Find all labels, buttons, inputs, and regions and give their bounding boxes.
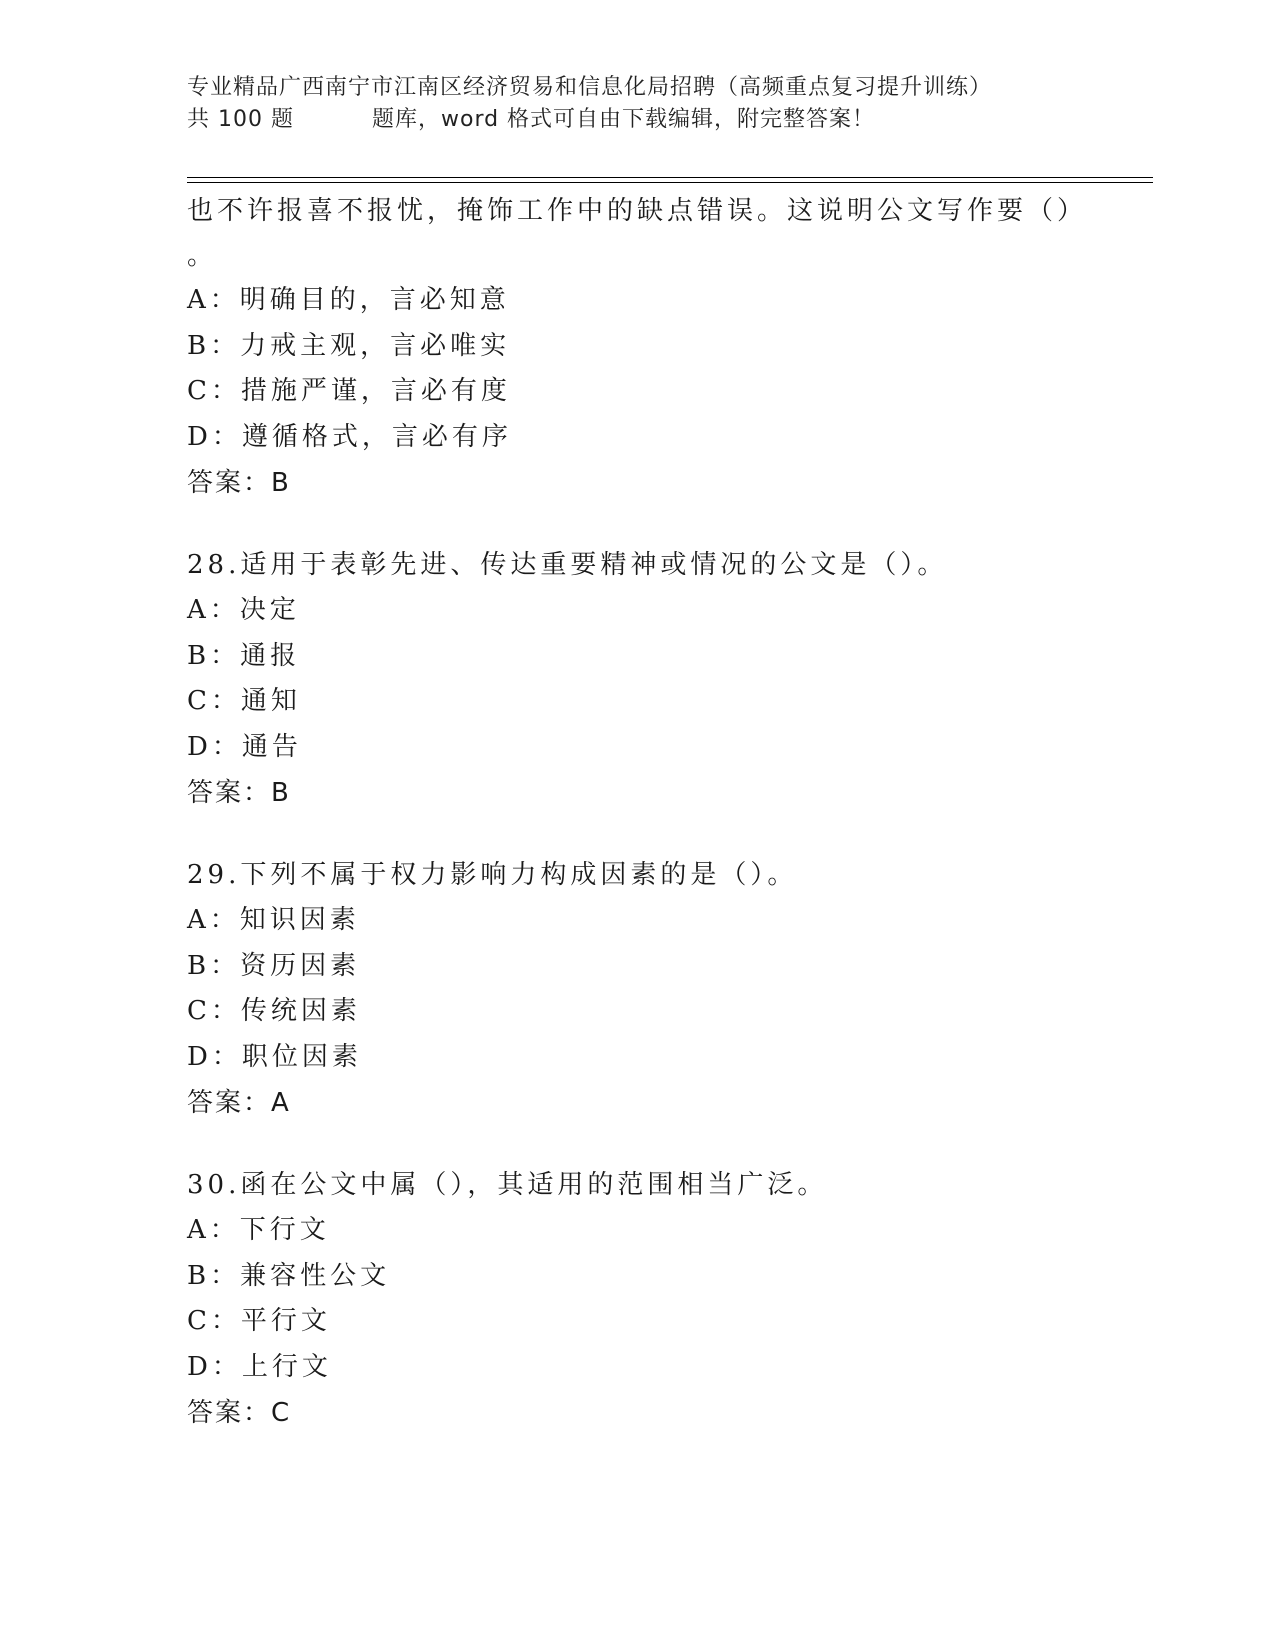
question-text: 28.适用于表彰先进、传达重要精神或情况的公文是（）。 (187, 550, 948, 580)
answer: 答案：C (187, 1398, 292, 1428)
question-count: 共 100 题 (187, 107, 294, 132)
question-27-continued (187, 188, 1147, 506)
option-d: D：遵循格式，言必有序 (187, 421, 512, 452)
question-list (187, 188, 1147, 1436)
option-b: B：力戒主观，言必唯实 (187, 330, 511, 361)
answer: 答案：A (187, 1088, 291, 1118)
option-a: A：决定 (187, 595, 300, 625)
option-d: D：职位因素 (187, 1041, 362, 1072)
option-c: C：通知 (187, 686, 301, 716)
option-b: B：通报 (187, 640, 301, 671)
option-b: B：资历因素 (187, 950, 361, 981)
header-divider-bottom (187, 182, 1153, 183)
question-28 (187, 542, 1147, 816)
header-divider-top (187, 177, 1153, 178)
option-d: D：上行文 (187, 1351, 332, 1382)
page-header (187, 72, 1147, 136)
option-d: D：通告 (187, 731, 302, 762)
option-a: A：明确目的，言必知意 (187, 285, 510, 315)
question-text: 30.函在公文中属（），其适用的范围相当广泛。 (187, 1170, 828, 1200)
question-text: 也不许报喜不报忧，掩饰工作中的缺点错误。这说明公文写作要（） (187, 196, 1088, 226)
option-a: A：下行文 (187, 1215, 330, 1245)
header-note: 题库，word 格式可自由下载编辑，附完整答案！ (371, 107, 876, 132)
question-text: 29.下列不属于权力影响力构成因素的是（）。 (187, 860, 798, 890)
header-subtitle (187, 104, 1147, 136)
header-title: 专业精品广西南宁市江南区经济贸易和信息化局招聘（高频重点复习提升训练） (187, 75, 993, 100)
option-b: B：兼容性公文 (187, 1260, 391, 1291)
question-30 (187, 1162, 1147, 1436)
answer: 答案：B (187, 468, 291, 498)
option-a: A：知识因素 (187, 905, 360, 935)
answer: 答案：B (187, 778, 291, 808)
question-29 (187, 852, 1147, 1126)
option-c: C：传统因素 (187, 996, 361, 1026)
option-c: C：平行文 (187, 1306, 331, 1336)
question-text-tail: 。 (187, 241, 214, 271)
option-c: C：措施严谨，言必有度 (187, 376, 511, 406)
